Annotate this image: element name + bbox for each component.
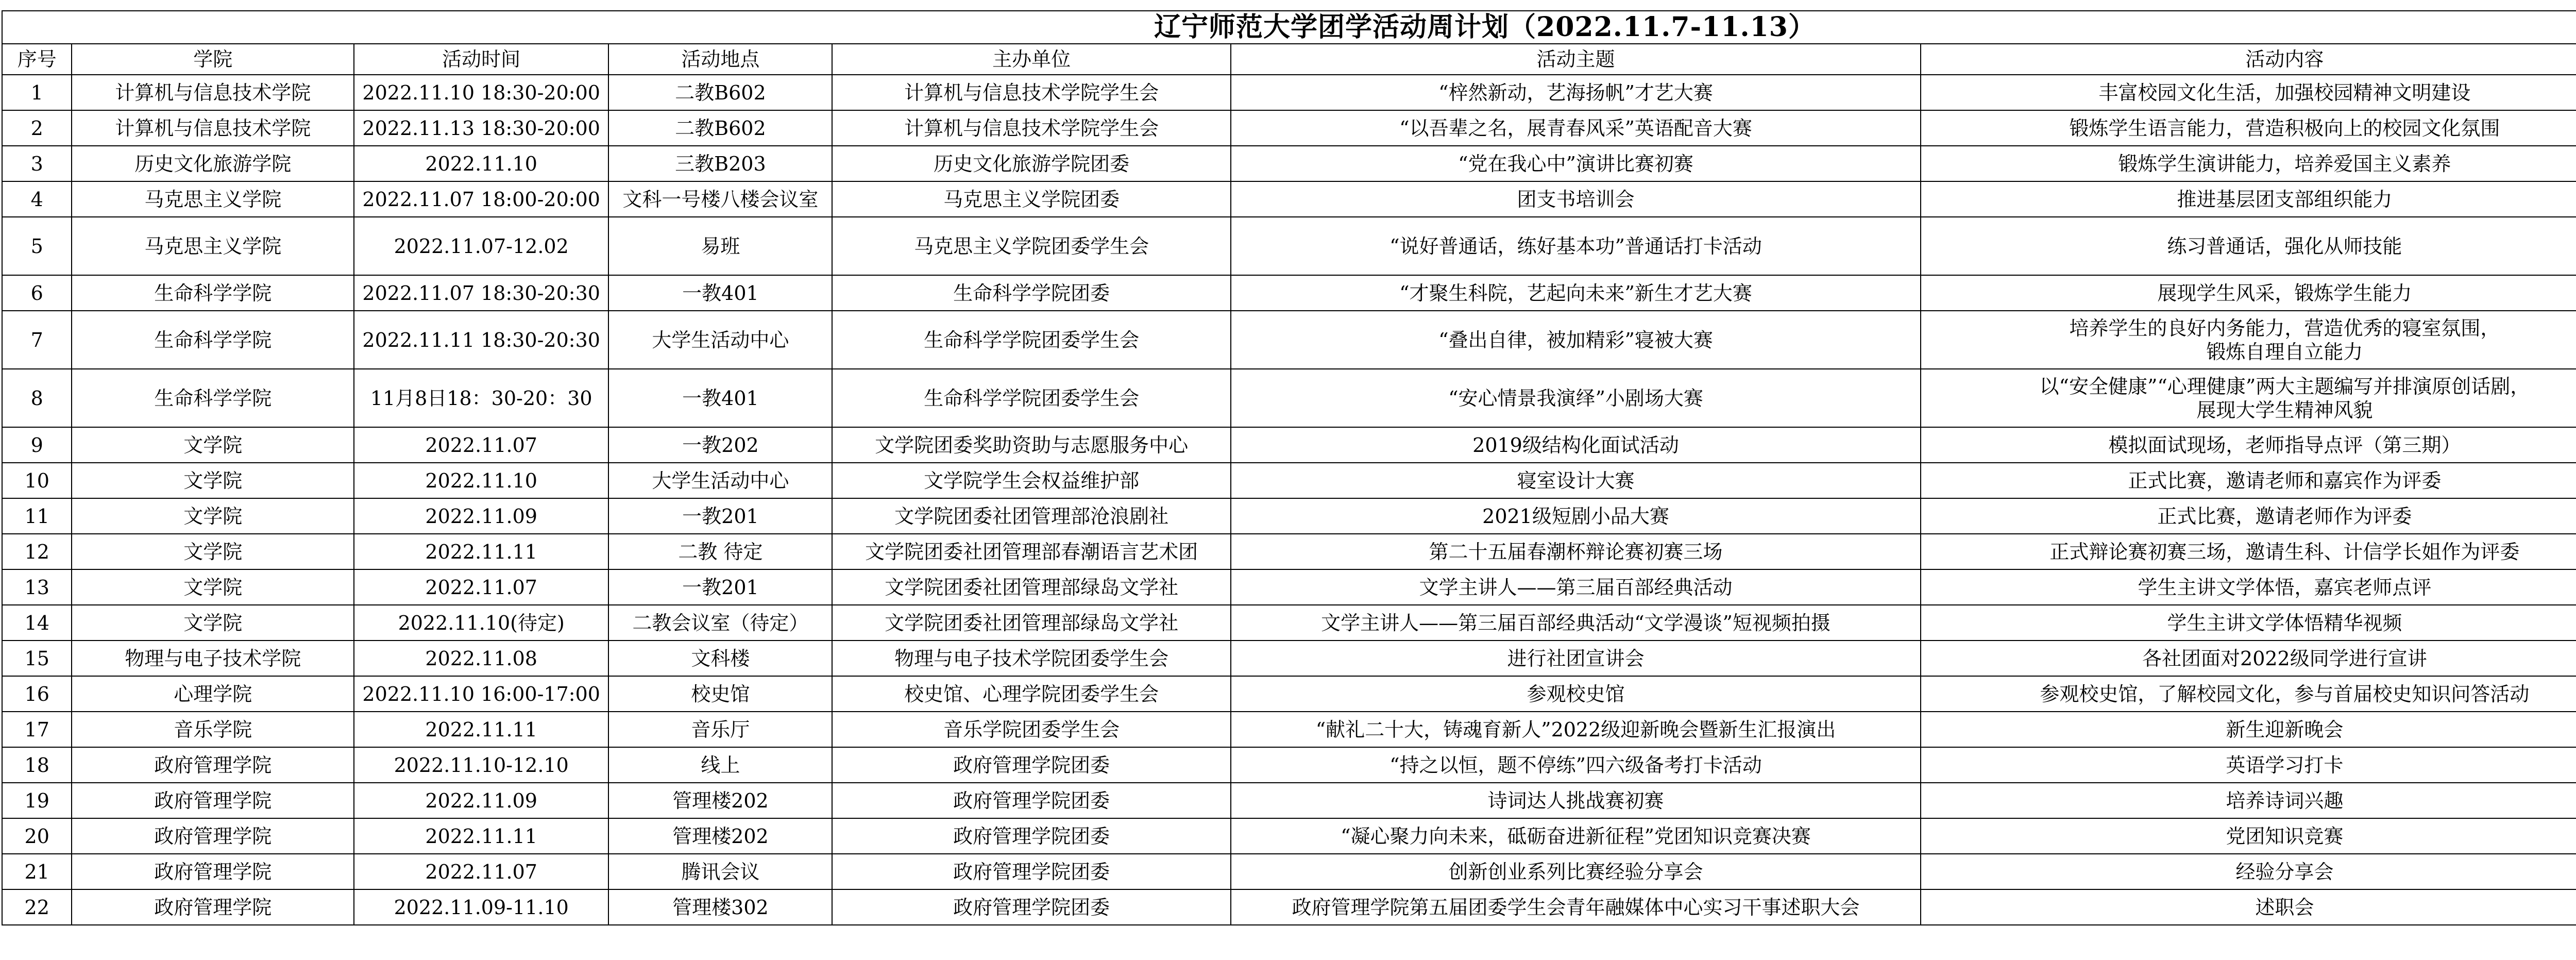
cell-index: 20 — [2, 818, 72, 854]
header-theme: 活动主题 — [1231, 44, 1921, 75]
table-row — [2, 427, 2576, 463]
cell-place: 二教B602 — [608, 110, 832, 146]
table-row — [2, 889, 2576, 925]
cell-college: 马克思主义学院 — [72, 217, 354, 275]
table-row — [2, 146, 2576, 181]
cell-time: 2022.11.10(待定) — [354, 605, 608, 641]
cell-time: 2022.11.09 — [354, 783, 608, 818]
cell-college: 政府管理学院 — [72, 889, 354, 925]
cell-theme: 寝室设计大赛 — [1231, 463, 1921, 498]
cell-host: 音乐学院团委学生会 — [832, 712, 1230, 747]
cell-college: 马克思主义学院 — [72, 181, 354, 217]
cell-place: 一教401 — [608, 275, 832, 311]
cell-time: 2022.11.07 18:00-20:00 — [354, 181, 608, 217]
cell-theme: “梓然新动，艺海扬帆”才艺大赛 — [1231, 75, 1921, 110]
cell-place: 一教201 — [608, 569, 832, 605]
cell-theme: “持之以恒，题不停练”四六级备考打卡活动 — [1231, 747, 1921, 783]
cell-college: 政府管理学院 — [72, 854, 354, 889]
cell-theme: “说好普通话，练好基本功”普通话打卡活动 — [1231, 217, 1921, 275]
cell-host: 文学院团委社团管理部沧浪剧社 — [832, 498, 1230, 534]
cell-content-line: 新生迎新晚会 — [2226, 718, 2344, 741]
cell-index: 22 — [2, 889, 72, 925]
cell-college: 音乐学院 — [72, 712, 354, 747]
cell-time: 2022.11.10 — [354, 463, 608, 498]
cell-host: 政府管理学院团委 — [832, 783, 1230, 818]
table-row — [2, 712, 2576, 747]
cell-content-line: 正式比赛，邀请老师作为评委 — [2157, 504, 2412, 528]
cell-index: 3 — [2, 146, 72, 181]
cell-college: 政府管理学院 — [72, 818, 354, 854]
cell-host: 历史文化旅游学院团委 — [832, 146, 1230, 181]
cell-time: 2022.11.10 16:00-17:00 — [354, 676, 608, 712]
cell-college: 文学院 — [72, 605, 354, 641]
cell-host: 马克思主义学院团委学生会 — [832, 217, 1230, 275]
cell-host: 政府管理学院团委 — [832, 854, 1230, 889]
cell-content — [1921, 854, 2576, 889]
cell-time: 2022.11.07 — [354, 854, 608, 889]
cell-time: 2022.11.09-11.10 — [354, 889, 608, 925]
cell-content-line: 锻炼学生语言能力，营造积极向上的校园文化氛围 — [2069, 116, 2500, 140]
table-row — [2, 569, 2576, 605]
cell-college: 文学院 — [72, 534, 354, 569]
cell-content-line: 学生主讲文学体悟精华视频 — [2167, 611, 2402, 634]
cell-host: 文学院团委社团管理部绿岛文学社 — [832, 569, 1230, 605]
cell-content — [1921, 569, 2576, 605]
cell-content-line: 练习普通话，强化从师技能 — [2167, 234, 2402, 258]
cell-place: 二教B602 — [608, 75, 832, 110]
table-row — [2, 641, 2576, 676]
cell-time: 2022.11.08 — [354, 641, 608, 676]
cell-index: 21 — [2, 854, 72, 889]
cell-index: 13 — [2, 569, 72, 605]
cell-content — [1921, 534, 2576, 569]
cell-theme: “党在我心中”演讲比赛初赛 — [1231, 146, 1921, 181]
cell-index: 17 — [2, 712, 72, 747]
cell-place: 大学生活动中心 — [608, 463, 832, 498]
cell-college: 计算机与信息技术学院 — [72, 75, 354, 110]
cell-host: 生命科学学院团委 — [832, 275, 1230, 311]
cell-content — [1921, 463, 2576, 498]
header-time: 活动时间 — [354, 44, 608, 75]
table-row — [2, 534, 2576, 569]
cell-college: 心理学院 — [72, 676, 354, 712]
cell-content — [1921, 369, 2576, 427]
cell-place: 音乐厅 — [608, 712, 832, 747]
table-title: 辽宁师范大学团学活动周计划（2022.11.7-11.13） — [2, 11, 2576, 44]
cell-content — [1921, 275, 2576, 311]
cell-index: 16 — [2, 676, 72, 712]
table-row — [2, 783, 2576, 818]
cell-content — [1921, 217, 2576, 275]
cell-host: 文学院团委社团管理部春潮语言艺术团 — [832, 534, 1230, 569]
cell-theme: “以吾辈之名，展青春风采”英语配音大赛 — [1231, 110, 1921, 146]
cell-theme: “才聚生科院，艺起向未来”新生才艺大赛 — [1231, 275, 1921, 311]
cell-index: 5 — [2, 217, 72, 275]
cell-content-line: 以“安全健康”“心理健康”两大主题编写并排演原创话剧， — [2039, 375, 2530, 398]
cell-index: 18 — [2, 747, 72, 783]
table-row — [2, 217, 2576, 275]
cell-host: 计算机与信息技术学院学生会 — [832, 75, 1230, 110]
table-row — [2, 605, 2576, 641]
cell-index: 6 — [2, 275, 72, 311]
cell-host: 计算机与信息技术学院学生会 — [832, 110, 1230, 146]
cell-theme: 参观校史馆 — [1231, 676, 1921, 712]
cell-place: 二教 待定 — [608, 534, 832, 569]
cell-theme: “叠出自律，被加精彩”寝被大赛 — [1231, 311, 1921, 369]
cell-host: 文学院团委社团管理部绿岛文学社 — [832, 605, 1230, 641]
cell-theme: 团支书培训会 — [1231, 181, 1921, 217]
cell-theme: “凝心聚力向未来，砥砺奋进新征程”党团知识竞赛决赛 — [1231, 818, 1921, 854]
cell-content-line: 参观校史馆，了解校园文化，参与首届校史知识问答活动 — [2040, 682, 2530, 705]
cell-content-line: 锻炼自理自立能力 — [2206, 340, 2363, 363]
cell-index: 4 — [2, 181, 72, 217]
cell-host: 文学院学生会权益维护部 — [832, 463, 1230, 498]
cell-theme: 政府管理学院第五届团委学生会青年融媒体中心实习干事述职大会 — [1231, 889, 1921, 925]
header-place: 活动地点 — [608, 44, 832, 75]
cell-college: 文学院 — [72, 569, 354, 605]
table-row — [2, 110, 2576, 146]
cell-college: 生命科学学院 — [72, 311, 354, 369]
cell-index: 14 — [2, 605, 72, 641]
cell-time: 2022.11.11 — [354, 712, 608, 747]
table-row — [2, 676, 2576, 712]
cell-index: 7 — [2, 311, 72, 369]
cell-college: 物理与电子技术学院 — [72, 641, 354, 676]
cell-content-line: 英语学习打卡 — [2226, 753, 2344, 777]
cell-content — [1921, 641, 2576, 676]
cell-place: 文科楼 — [608, 641, 832, 676]
table-row — [2, 275, 2576, 311]
cell-theme: “安心情景我演绎”小剧场大赛 — [1231, 369, 1921, 427]
cell-time: 2022.11.11 18:30-20:30 — [354, 311, 608, 369]
table-row — [2, 854, 2576, 889]
cell-college: 历史文化旅游学院 — [72, 146, 354, 181]
cell-theme: 进行社团宣讲会 — [1231, 641, 1921, 676]
cell-place: 管理楼302 — [608, 889, 832, 925]
cell-content — [1921, 889, 2576, 925]
cell-host: 政府管理学院团委 — [832, 889, 1230, 925]
cell-college: 文学院 — [72, 498, 354, 534]
cell-content — [1921, 676, 2576, 712]
table-row — [2, 75, 2576, 110]
cell-content — [1921, 311, 2576, 369]
cell-time: 2022.11.13 18:30-20:00 — [354, 110, 608, 146]
cell-place: 一教202 — [608, 427, 832, 463]
cell-college: 文学院 — [72, 427, 354, 463]
cell-content — [1921, 181, 2576, 217]
table-row — [2, 369, 2576, 427]
table-row — [2, 818, 2576, 854]
cell-index: 10 — [2, 463, 72, 498]
table-row — [2, 463, 2576, 498]
cell-time: 11月8日18：30-20：30 — [354, 369, 608, 427]
cell-college: 生命科学学院 — [72, 275, 354, 311]
cell-content — [1921, 712, 2576, 747]
cell-college: 生命科学学院 — [72, 369, 354, 427]
cell-content — [1921, 747, 2576, 783]
table-row — [2, 181, 2576, 217]
cell-place: 文科一号楼八楼会议室 — [608, 181, 832, 217]
cell-content — [1921, 146, 2576, 181]
cell-host: 校史馆、心理学院团委学生会 — [832, 676, 1230, 712]
cell-place: 校史馆 — [608, 676, 832, 712]
cell-college: 计算机与信息技术学院 — [72, 110, 354, 146]
cell-place: 线上 — [608, 747, 832, 783]
cell-time: 2022.11.07-12.02 — [354, 217, 608, 275]
cell-content — [1921, 427, 2576, 463]
cell-place: 管理楼202 — [608, 783, 832, 818]
cell-content-line: 经验分享会 — [2235, 860, 2334, 883]
cell-content — [1921, 498, 2576, 534]
cell-index: 12 — [2, 534, 72, 569]
cell-index: 11 — [2, 498, 72, 534]
cell-time: 2022.11.11 — [354, 818, 608, 854]
cell-place: 二教会议室（待定） — [608, 605, 832, 641]
cell-host: 政府管理学院团委 — [832, 818, 1230, 854]
header-content: 活动内容 — [1921, 44, 2576, 75]
cell-place: 管理楼202 — [608, 818, 832, 854]
header-host: 主办单位 — [832, 44, 1230, 75]
header-row — [2, 44, 2576, 75]
cell-content — [1921, 75, 2576, 110]
table-row — [2, 747, 2576, 783]
cell-time: 2022.11.11 — [354, 534, 608, 569]
cell-place: 三教B203 — [608, 146, 832, 181]
cell-time: 2022.11.10 — [354, 146, 608, 181]
cell-theme: 文学主讲人——第三届百部经典活动“文学漫谈”短视频拍摄 — [1231, 605, 1921, 641]
cell-index: 15 — [2, 641, 72, 676]
header-index: 序号 — [2, 44, 72, 75]
cell-theme: 2019级结构化面试活动 — [1231, 427, 1921, 463]
cell-content-line: 正式比赛，邀请老师和嘉宾作为评委 — [2128, 469, 2442, 492]
cell-content — [1921, 783, 2576, 818]
table-body — [2, 75, 2576, 925]
cell-college: 政府管理学院 — [72, 747, 354, 783]
cell-theme: 第二十五届春潮杯辩论赛初赛三场 — [1231, 534, 1921, 569]
cell-host: 政府管理学院团委 — [832, 747, 1230, 783]
cell-place: 易班 — [608, 217, 832, 275]
cell-theme: 文学主讲人——第三届百部经典活动 — [1231, 569, 1921, 605]
cell-content-line: 正式辩论赛初赛三场，邀请生科、计信学长姐作为评委 — [2049, 540, 2520, 563]
cell-host: 文学院团委奖助资助与志愿服务中心 — [832, 427, 1230, 463]
cell-host: 马克思主义学院团委 — [832, 181, 1230, 217]
cell-index: 2 — [2, 110, 72, 146]
cell-content-line: 培养诗词兴趣 — [2226, 789, 2344, 812]
cell-time: 2022.11.10-12.10 — [354, 747, 608, 783]
cell-place: 一教401 — [608, 369, 832, 427]
cell-content-line: 培养学生的良好内务能力，营造优秀的寝室氛围， — [2069, 316, 2500, 340]
cell-host: 生命科学学院团委学生会 — [832, 311, 1230, 369]
cell-time: 2022.11.09 — [354, 498, 608, 534]
table-row — [2, 311, 2576, 369]
cell-content — [1921, 818, 2576, 854]
cell-theme: “献礼二十大，铸魂育新人”2022级迎新晚会暨新生汇报演出 — [1231, 712, 1921, 747]
cell-content — [1921, 110, 2576, 146]
cell-content-line: 推进基层团支部组织能力 — [2177, 188, 2393, 211]
cell-theme: 2021级短剧小品大赛 — [1231, 498, 1921, 534]
cell-time: 2022.11.07 18:30-20:30 — [354, 275, 608, 311]
cell-theme: 创新创业系列比赛经验分享会 — [1231, 854, 1921, 889]
cell-time: 2022.11.07 — [354, 569, 608, 605]
table-row — [2, 498, 2576, 534]
cell-college: 政府管理学院 — [72, 783, 354, 818]
cell-index: 1 — [2, 75, 72, 110]
cell-content-line: 展现大学生精神风貌 — [2196, 398, 2373, 422]
cell-index: 19 — [2, 783, 72, 818]
cell-index: 8 — [2, 369, 72, 427]
cell-host: 生命科学学院团委学生会 — [832, 369, 1230, 427]
cell-index: 9 — [2, 427, 72, 463]
cell-content-line: 丰富校园文化生活，加强校园精神文明建设 — [2098, 81, 2471, 104]
cell-time: 2022.11.07 — [354, 427, 608, 463]
cell-content-line: 锻炼学生演讲能力，培养爱国主义素养 — [2118, 152, 2451, 175]
cell-content-line: 各社团面对2022级同学进行宣讲 — [2142, 647, 2427, 670]
cell-college: 文学院 — [72, 463, 354, 498]
cell-time: 2022.11.10 18:30-20:00 — [354, 75, 608, 110]
cell-content — [1921, 605, 2576, 641]
cell-place: 一教201 — [608, 498, 832, 534]
cell-theme: 诗词达人挑战赛初赛 — [1231, 783, 1921, 818]
header-college: 学院 — [72, 44, 354, 75]
cell-place: 大学生活动中心 — [608, 311, 832, 369]
cell-content-line: 学生主讲文学体悟，嘉宾老师点评 — [2138, 576, 2432, 599]
cell-content-line: 展现学生风采，锻炼学生能力 — [2157, 281, 2412, 305]
cell-place: 腾讯会议 — [608, 854, 832, 889]
cell-host: 物理与电子技术学院团委学生会 — [832, 641, 1230, 676]
cell-content-line: 述职会 — [2255, 896, 2314, 919]
cell-content-line: 党团知识竞赛 — [2226, 824, 2344, 848]
cell-content-line: 模拟面试现场，老师指导点评（第三期） — [2108, 433, 2461, 457]
activity-plan-table — [2, 10, 2576, 925]
